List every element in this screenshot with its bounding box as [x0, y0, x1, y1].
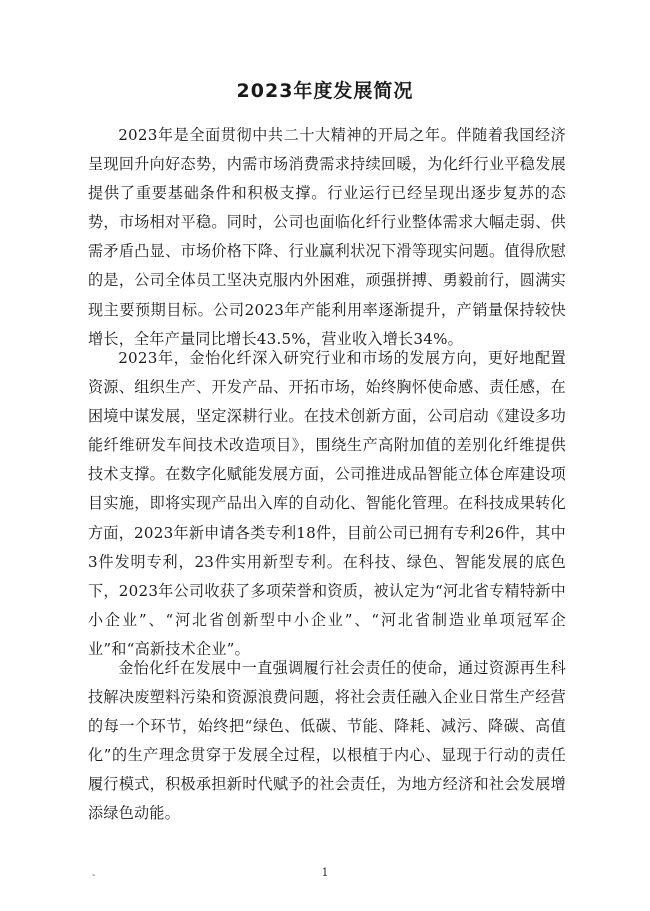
page-number: 1 — [321, 866, 329, 879]
paragraph-social-responsibility: 金怡化纤在发展中一直强调履行社会责任的使命，通过资源再生科技解决废塑料污染和资源浪费问题，将社会责任融入企业日常生产经营的每一个环节，始终把“绿色、低碳、节能、降耗、减污、降碳、高值化”的生产理念贯穿于发展全过程，以根植于内心、显现于行动的责任履行模式，积极承担新时代赋予的社会责任，为地方经济和社会发展增添绿色动能。 — [88, 659, 566, 823]
document-title: 2023年度发展简况 — [236, 80, 414, 102]
paragraph-development: 2023年，金怡化纤深入研究行业和市场的发展方向，更好地配置资源、组织生产、开发产品、开拓市场，始终胸怀使命感、责任感，在困境中谋发展，坚定深耕行业。在技术创新方面，公司启动《建设多功能纤维研发车间技术改造项目》，围绕生产高附加值的差别化纤维提供技术支撑。在数字化赋能发展方面，公司推进成品智能立体仓库建设项目实施，即将实现产品出入库的自动化、智能化管理。在科技成果转化方面，2023年新申请各类专利18件，目前公司已拥有专利26件，其中3件发明专利，23件实用新型专利。在科技、绿色、智能发展的底色下，2023年公司收获了多项荣誉和资质，被认定为“河北省专精特新中小企业”、“河北省创新型中小企业”、“河北省制造业单项冠军企业”和“高新技术企业”。 — [88, 349, 566, 658]
paragraph-overview: 2023年是全面贯彻中共二十大精神的开局之年。伴随着我国经济呈现回升向好态势，内需市场消费需求持续回暖，为化纤行业平稳发展提供了重要基础条件和积极支撑。行业运行已经呈现出逐步复苏的态势，市场相对平稳。同时，公司也面临化纤行业整体需求大幅走弱、供需矛盾凸显、市场价格下降、行业赢利状况下滑等现实问题。值得欣慰的是，公司全体员工坚决克服内外困难，顽强拼搏、勇毅前行，圆满实现主要预期目标。公司2023年产能利用率逐渐提升，产销量保持较快增长，全年产量同比增长43.5%，营业收入增长34%。 — [88, 126, 566, 348]
footer-mark: - — [92, 870, 96, 881]
